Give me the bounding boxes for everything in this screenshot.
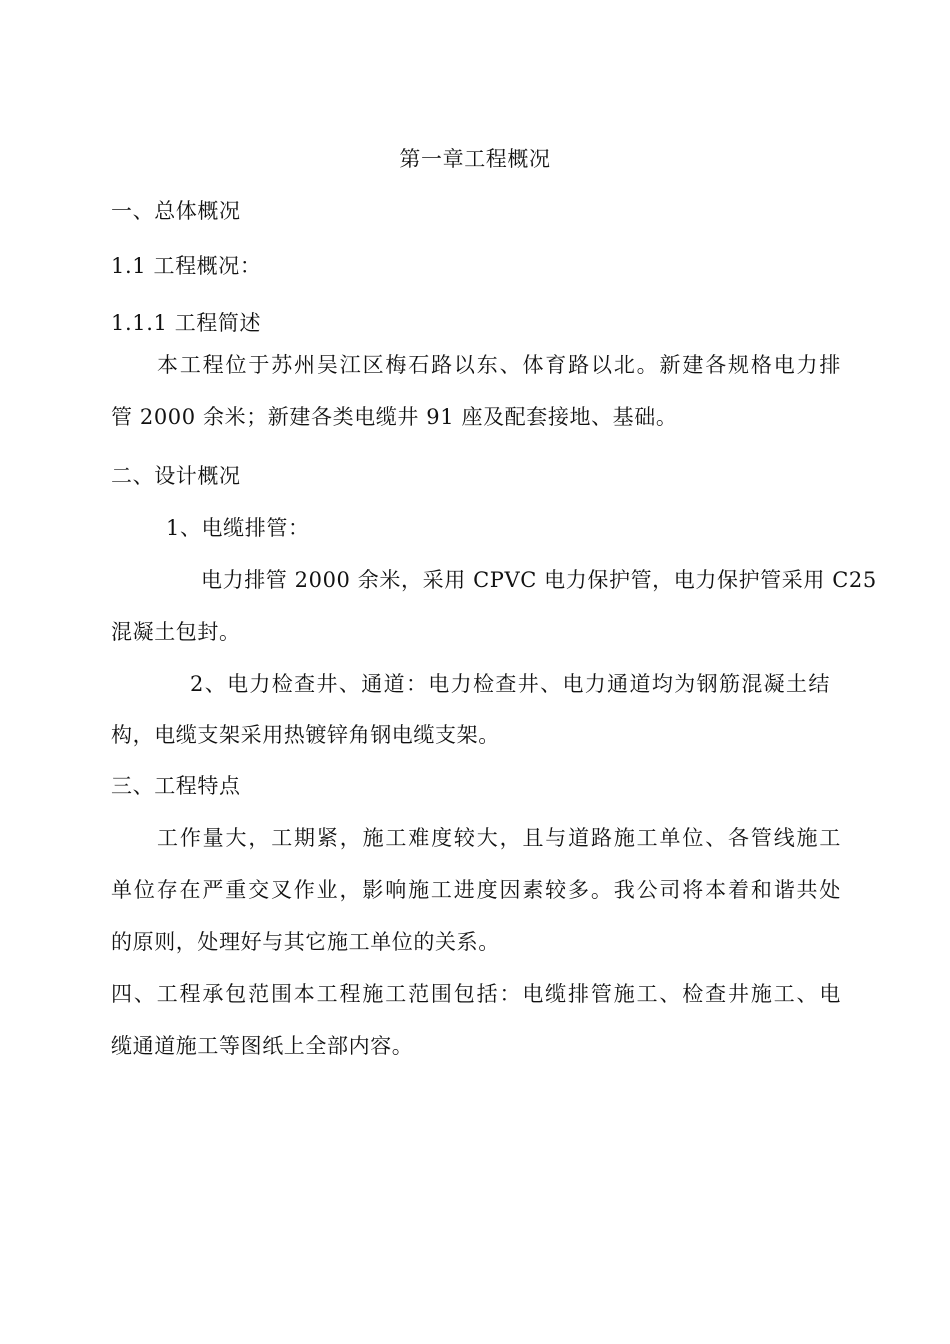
design-item-1-line-1: 电力排管 2000 余米，采用 CPVC 电力保护管，电力保护管采用 C25 xyxy=(201,568,877,592)
subsection-1-1: 1.1 工程概况： xyxy=(111,254,262,278)
subsection-1-1-1: 1.1.1 工程简述 xyxy=(111,311,262,335)
scope-line-1: 四、工程承包范围本工程施工范围包括：电缆排管施工、检查井施工、电 xyxy=(111,982,841,1006)
chapter-title: 第一章工程概况 xyxy=(399,147,551,171)
design-item-1-heading: 1、电缆排管： xyxy=(166,516,310,540)
section-1-heading: 一、总体概况 xyxy=(111,199,241,223)
features-line-3: 的原则，处理好与其它施工单位的关系。 xyxy=(111,930,500,954)
paragraph-1-line-1: 本工程位于苏州吴江区梅石路以东、体育路以北。新建各规格电力排 xyxy=(157,353,841,377)
features-line-2: 单位存在严重交叉作业，影响施工进度因素较多。我公司将本着和谐共处 xyxy=(111,878,841,902)
paragraph-1-line-2: 管 2000 余米；新建各类电缆井 91 座及配套接地、基础。 xyxy=(111,405,678,429)
scope-line-2: 缆通道施工等图纸上全部内容。 xyxy=(111,1034,414,1058)
section-2-heading: 二、设计概况 xyxy=(111,464,241,488)
features-line-1: 工作量大，工期紧，施工难度较大，且与道路施工单位、各管线施工 xyxy=(157,826,841,850)
design-item-2-line-1: 2、电力检查井、通道：电力检查井、电力通道均为钢筋混凝土结 xyxy=(190,672,830,696)
section-3-heading: 三、工程特点 xyxy=(111,774,241,798)
design-item-2-line-2: 构，电缆支架采用热镀锌角钢电缆支架。 xyxy=(111,723,500,747)
design-item-1-line-2: 混凝土包封。 xyxy=(111,620,241,644)
